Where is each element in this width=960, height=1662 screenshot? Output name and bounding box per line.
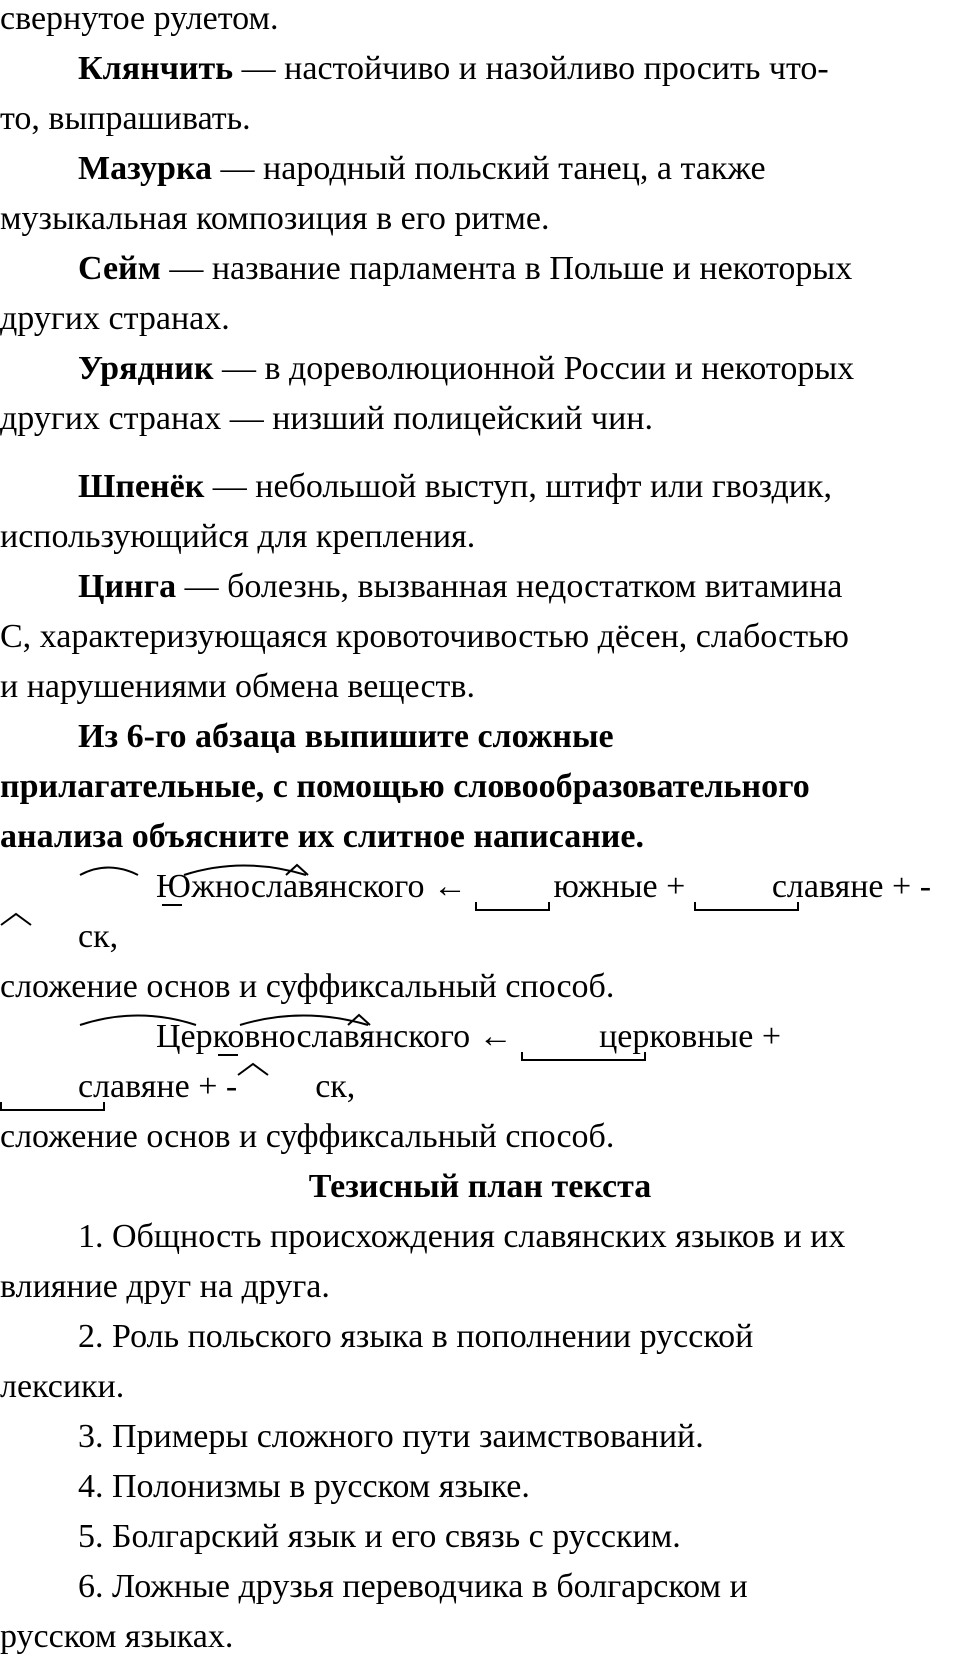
glossary-term: Шпенёк bbox=[78, 468, 205, 505]
source-word-1 bbox=[521, 1012, 753, 1062]
compound-word bbox=[78, 862, 424, 912]
glossary-term: Клянчить bbox=[78, 50, 234, 87]
punctuation: , bbox=[109, 918, 119, 955]
suffix-text: ск bbox=[78, 918, 110, 955]
plan-item: 5. Болгарский язык и его связь с русским. bbox=[78, 1518, 681, 1555]
plan-item-cont: лексики. bbox=[0, 1368, 125, 1405]
glossary-definition-cont: С, характеризующаяся кровоточивостью дёсен, слабостью bbox=[0, 618, 849, 655]
stem-bracket bbox=[521, 1012, 651, 1066]
plan-title: Тезисный план текста bbox=[308, 1168, 652, 1205]
glossary-entry bbox=[0, 562, 960, 612]
glossary-definition-cont: и нарушениями обмена веществ. bbox=[0, 668, 475, 705]
glossary-definition-cont: других странах. bbox=[0, 300, 230, 337]
stem-bracket bbox=[475, 862, 555, 916]
suffix-text: ск bbox=[315, 1068, 347, 1105]
glossary-definition: — в дореволюционной России и некоторых bbox=[213, 350, 855, 387]
suffix bbox=[237, 1062, 347, 1112]
suffix bbox=[0, 912, 110, 962]
compound-word-text: Церковнославянского bbox=[156, 1018, 471, 1055]
plus-sign: + bbox=[753, 1018, 782, 1055]
suffix-cap bbox=[237, 1062, 277, 1112]
glossary-entry bbox=[0, 344, 960, 394]
plan-item: 6. Ложные друзья переводчика в болгарском и bbox=[78, 1568, 748, 1605]
source-word-text: южные bbox=[553, 868, 658, 905]
plan-item: 4. Полонизмы в русском языке. bbox=[78, 1468, 530, 1505]
punctuation: , bbox=[346, 1068, 356, 1105]
plus-sign: + - bbox=[189, 1068, 238, 1105]
source-word-1 bbox=[475, 862, 657, 912]
source-word-2 bbox=[0, 1062, 190, 1112]
glossary-definition: — народный польский танец, а также bbox=[212, 150, 766, 187]
text-fragment: свернутое рулетом. bbox=[0, 0, 279, 37]
glossary-term: Мазурка bbox=[78, 150, 213, 187]
source-word-text: славяне bbox=[771, 868, 884, 905]
root-arc-1 bbox=[80, 1016, 196, 1026]
plan-item: 1. Общность происхождения славянских языков и их bbox=[78, 1218, 846, 1255]
morpheme-marks bbox=[78, 1012, 388, 1062]
glossary-definition: — небольшой выступ, штифт или гвоздик, bbox=[204, 468, 832, 505]
stem-bracket bbox=[0, 1062, 110, 1116]
glossary-entry bbox=[0, 44, 960, 94]
glossary-definition: — название парламента в Польше и некоторых bbox=[160, 250, 853, 287]
glossary-entry bbox=[0, 144, 960, 194]
plus-sign: + bbox=[657, 868, 694, 905]
plan-item: 3. Примеры сложного пути заимствований. bbox=[78, 1418, 704, 1455]
compound-word-text: Южнославянского bbox=[156, 868, 425, 905]
glossary-entry bbox=[0, 244, 960, 294]
morpheme-marks bbox=[78, 862, 318, 912]
glossary-definition-cont: использующийся для крепления. bbox=[0, 518, 476, 555]
plan-item: 2. Роль польского языка в пополнении русской bbox=[78, 1318, 754, 1355]
source-word-text: церковные bbox=[599, 1018, 754, 1055]
suffix-cap bbox=[0, 912, 40, 962]
glossary-term: Сейм bbox=[78, 250, 161, 287]
glossary-definition-cont: других странах — низший полицейский чин. bbox=[0, 400, 654, 437]
glossary-definition-cont: то, выпрашивать. bbox=[0, 100, 251, 137]
analysis-method: сложение основ и суффиксальный способ. bbox=[0, 1118, 615, 1155]
glossary-entry bbox=[0, 462, 960, 512]
plus-sign: + - bbox=[883, 868, 932, 905]
stem-bracket bbox=[694, 862, 804, 916]
plan-item-cont: влияние друг на друга. bbox=[0, 1268, 330, 1305]
glossary-term: Урядник bbox=[78, 350, 214, 387]
root-arc-1 bbox=[80, 868, 138, 876]
glossary-term: Цинга bbox=[78, 568, 177, 605]
source-word-2 bbox=[694, 862, 884, 912]
derivation-arrow: ← bbox=[424, 868, 476, 905]
plan-item-cont: русском языках. bbox=[0, 1618, 234, 1655]
word-analysis bbox=[0, 1012, 960, 1112]
task-heading-cont: анализа объясните их слитное написание. bbox=[0, 818, 644, 855]
word-analysis bbox=[0, 862, 960, 962]
glossary-definition-cont: музыкальная композиция в его ритме. bbox=[0, 200, 550, 237]
glossary-definition: — болезнь, вызванная недостатком витамина bbox=[176, 568, 843, 605]
source-word-text: славяне bbox=[78, 1068, 190, 1105]
compound-word bbox=[78, 1012, 470, 1062]
task-heading-cont: прилагательные, с помощью словообразовательного bbox=[0, 768, 810, 805]
derivation-arrow: ← bbox=[470, 1018, 522, 1055]
task-heading: Из 6-го абзаца выпишите сложные bbox=[78, 718, 614, 755]
analysis-method: сложение основ и суффиксальный способ. bbox=[0, 968, 615, 1005]
glossary-definition: — настойчиво и назойливо просить что- bbox=[233, 50, 829, 87]
